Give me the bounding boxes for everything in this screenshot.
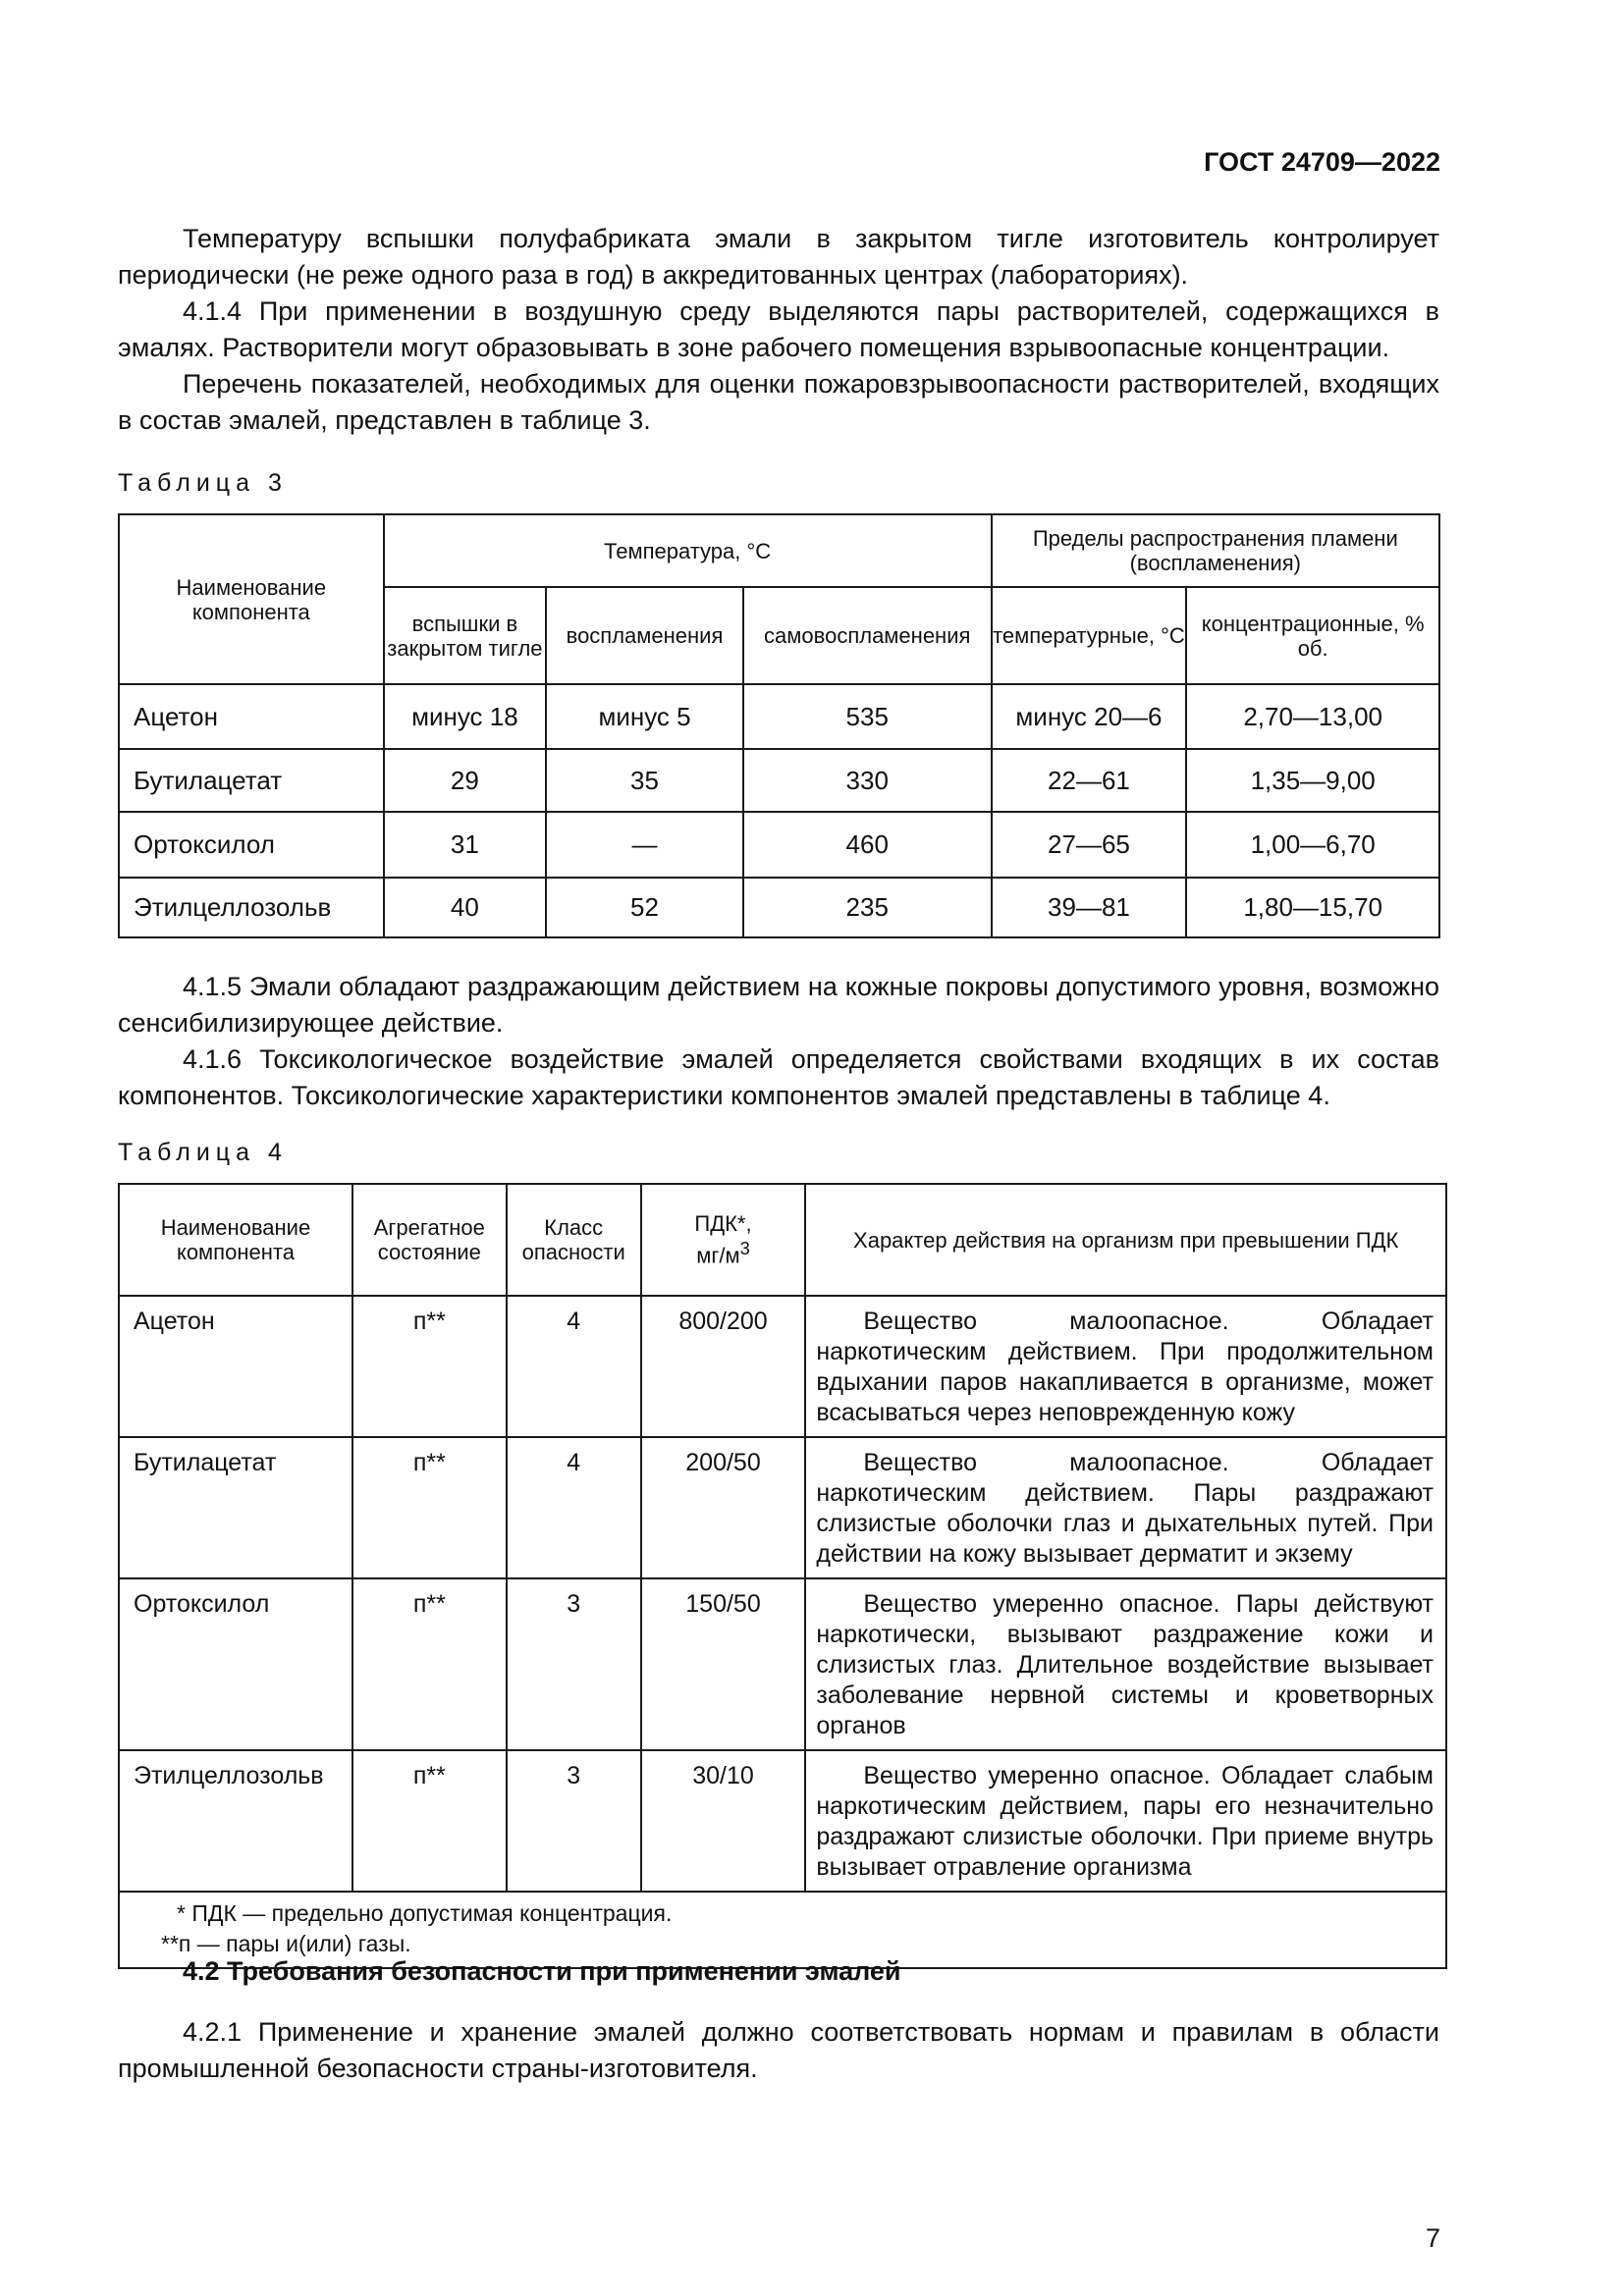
t4-cell-effect: Вещество умеренно опасное. Пары действуют наркотически, вызывают раздражение кожи и слизистых глаз. Длительное воздействие вызывает заболевание нервной системы и кроветворных органов — [805, 1578, 1446, 1750]
t3-header-temp-limits: температурные, °С — [992, 587, 1187, 684]
t3-cell-ignition: 52 — [546, 878, 743, 937]
table-row — [119, 878, 1439, 937]
t4-cell-hazard: 4 — [507, 1296, 641, 1437]
t3-cell-name: Этилцеллозольв — [119, 878, 384, 937]
t4-cell-name: Ортоксилол — [119, 1578, 352, 1750]
t3-cell-name: Ацетон — [119, 684, 384, 749]
t3-cell-name: Ортоксилол — [119, 812, 384, 878]
t3-header-conc-limits: концентрационные, % об. — [1186, 587, 1439, 684]
table-row — [119, 749, 1439, 812]
t4-cell-pdk: 200/50 — [641, 1437, 806, 1578]
t3-header-flash: вспышки в закрытом тигле — [384, 587, 547, 684]
t4-cell-name: Бутилацетат — [119, 1437, 352, 1578]
t3-cell-flash: 31 — [384, 812, 547, 878]
t3-cell-temp-limits: 22—61 — [992, 749, 1187, 812]
t3-cell-temp-limits: минус 20—6 — [992, 684, 1187, 749]
t4-cell-pdk: 150/50 — [641, 1578, 806, 1750]
paragraph-flash-temperature-control: Температуру вспышки полуфабриката эмали в закрытом тигле изготовитель контролирует периодически (не реже одного раза в год) в аккредитованных центрах (лабораториях). — [118, 224, 1439, 290]
t4-header-hazard: Класс опасности — [507, 1184, 641, 1296]
t3-cell-ignition: 35 — [546, 749, 743, 812]
t4-cell-effect: Вещество малоопасное. Обладает наркотическим действием. При продолжительном вдыхании паров накапливается в организме, может всасываться через неповрежденную кожу — [805, 1296, 1446, 1437]
t4-cell-state: п** — [352, 1437, 507, 1578]
t4-header-name: Наименование компонента — [119, 1184, 352, 1296]
t4-cell-name: Этилцеллозольв — [119, 1750, 352, 1892]
t4-cell-pdk: 800/200 — [641, 1296, 806, 1437]
t3-cell-temp-limits: 27—65 — [992, 812, 1187, 878]
paragraph-4-1-6: 4.1.6 Токсикологическое воздействие эмалей определяется свойствами входящих в их состав компонентов. Токсикологические характеристики компонентов эмалей представлены в таблице 4. — [118, 1044, 1439, 1110]
table4-note-pdk: * ПДК — предельно допустимая концентрация. — [177, 1900, 673, 1926]
t3-cell-autoignition: 460 — [743, 812, 992, 878]
t4-cell-hazard: 4 — [507, 1437, 641, 1578]
t3-cell-flash: 29 — [384, 749, 547, 812]
section-title-4-2: 4.2 Требования безопасности при применении эмалей — [183, 1956, 901, 1986]
standard-designation: ГОСТ 24709—2022 — [1204, 147, 1440, 177]
t4-header-effect: Характер действия на организм при превышении ПДК — [805, 1184, 1446, 1296]
t4-cell-state: п** — [352, 1578, 507, 1750]
t3-cell-ignition: минус 5 — [546, 684, 743, 749]
t3-cell-flash: минус 18 — [384, 684, 547, 749]
table-row — [119, 1437, 1446, 1578]
t3-cell-autoignition: 235 — [743, 878, 992, 937]
t3-header-ignition: воспламенения — [546, 587, 743, 684]
t4-cell-state: п** — [352, 1750, 507, 1892]
paragraph-4-1-4: 4.1.4 При применении в воздушную среду выделяются пары растворителей, содержащихся в эмалях. Растворители могут образовывать в зоне рабочего помещения взрывоопасные концентрации. — [118, 296, 1439, 362]
t3-cell-autoignition: 330 — [743, 749, 992, 812]
t3-header-temperature: Температура, °С — [384, 514, 992, 587]
table-row — [119, 812, 1439, 878]
t4-header-pdk-unit: мг/м — [696, 1243, 740, 1268]
t4-cell-effect: Вещество умеренно опасное. Обладает слабым наркотическим действием, пары его незначительно раздражают слизистые оболочки. При приеме внутрь вызывает отравление организма — [805, 1750, 1446, 1892]
page-number: 7 — [1425, 2223, 1440, 2253]
table4-note-vapors: **п — пары и(или) газы. — [161, 1931, 411, 1956]
t3-header-autoignition: самовоспламенения — [743, 587, 992, 684]
t4-cell-state: п** — [352, 1296, 507, 1437]
t3-cell-autoignition: 535 — [743, 684, 992, 749]
t3-cell-conc-limits: 1,35—9,00 — [1186, 749, 1439, 812]
table-row — [119, 1750, 1446, 1892]
t3-cell-name: Бутилацетат — [119, 749, 384, 812]
table3-fire-hazard — [118, 513, 1440, 938]
t3-cell-ignition: — — [546, 812, 743, 878]
t3-cell-conc-limits: 1,80—15,70 — [1186, 878, 1439, 937]
t4-header-state: Агрегатное состояние — [352, 1184, 507, 1296]
t4-header-pdk-label: ПДК*, — [694, 1211, 752, 1237]
table-row — [119, 1296, 1446, 1437]
table-row — [119, 1578, 1446, 1750]
t3-cell-flash: 40 — [384, 878, 547, 937]
t4-cell-hazard: 3 — [507, 1750, 641, 1892]
t4-cell-hazard: 3 — [507, 1578, 641, 1750]
t4-header-pdk-sup: 3 — [739, 1238, 750, 1259]
t4-cell-effect: Вещество малоопасное. Обладает наркотическим действием. Пары раздражают слизистые оболочки глаз и дыхательных путей. При действии на кожу вызывает дерматит и экзему — [805, 1437, 1446, 1578]
t4-cell-name: Ацетон — [119, 1296, 352, 1437]
t3-cell-conc-limits: 2,70—13,00 — [1186, 684, 1439, 749]
paragraph-4-1-5: 4.1.5 Эмали обладают раздражающим действием на кожные покровы допустимого уровня, возможно сенсибилизирующее действие. — [118, 972, 1439, 1038]
table4-caption: Таблица 4 — [118, 1139, 288, 1166]
t3-cell-conc-limits: 1,00—6,70 — [1186, 812, 1439, 878]
t4-header-pdk — [641, 1184, 806, 1296]
t4-cell-pdk: 30/10 — [641, 1750, 806, 1892]
table-row — [119, 684, 1439, 749]
t3-cell-temp-limits: 39—81 — [992, 878, 1187, 937]
paragraph-indicators-list: Перечень показателей, необходимых для оценки пожаровзрывоопасности растворителей, входящих в состав эмалей, представлен в таблице 3. — [118, 369, 1439, 435]
table4-toxicology — [118, 1183, 1447, 1969]
table3-caption: Таблица 3 — [118, 469, 288, 497]
t3-header-limits: Пределы распространения пламени (воспламенения) — [992, 514, 1439, 587]
t3-header-name: Наименование компонента — [119, 514, 384, 684]
paragraph-4-2-1: 4.2.1 Применение и хранение эмалей должно соответствовать нормам и правилам в области промышленной безопасности страны-изготовителя. — [118, 2017, 1439, 2083]
